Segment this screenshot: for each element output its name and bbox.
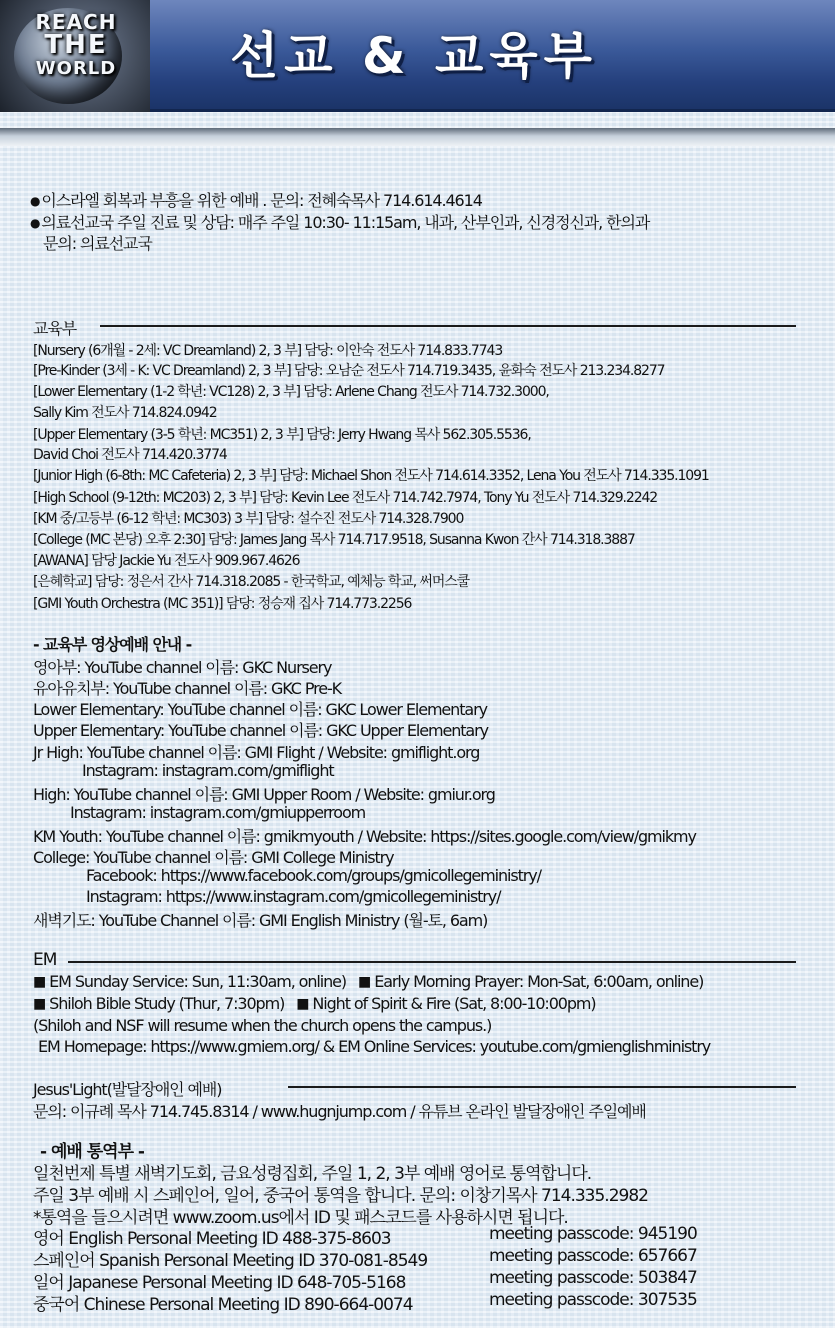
- education-line: [KM 중/고등부 (6-12 학년: MC303) 3 부] 담당: 설수진 전도사 714.328.7900: [33, 511, 464, 527]
- logo-line-3: WORLD: [35, 58, 117, 79]
- em-homepage: EM Homepage: https://www.gmiem.org/ & EM Online Services: youtube.com/gmienglishministry: [38, 1037, 711, 1056]
- education-line: David Choi 전도사 714.420.3774: [33, 447, 227, 463]
- education-heading: 교육부: [33, 319, 77, 338]
- education-line: [GMI Youth Orchestra (MC 351)] 담당: 정승재 집사 714.773.2256: [33, 596, 412, 612]
- em-heading: EM: [33, 950, 57, 970]
- education-line: [Upper Elementary (3-5 학년: MC351) 2, 3 부] 담당: Jerry Hwang 목사 562.305.5536,: [33, 427, 531, 443]
- square-bullet-icon: ■: [358, 974, 371, 990]
- education-rule: [100, 325, 796, 327]
- square-bullet-icon: ■: [33, 974, 46, 990]
- meeting-row-english: 영어 English Personal Meeting ID 488-375-8603 meeting passcode: 945190: [33, 1224, 697, 1249]
- meeting-row-spanish: 스페인어 Spanish Personal Meeting ID 370-081-8549 meeting passcode: 657667: [33, 1246, 697, 1271]
- video-line: High: YouTube channel 이름: GMI Upper Room / Website: gmiur.org: [33, 785, 495, 804]
- video-line: 유아유치부: YouTube channel 이름: GKC Pre-K: [33, 679, 342, 698]
- video-line: 새벽기도: YouTube Channel 이름: GMI English Ministry (월-토, 6am): [33, 911, 488, 930]
- interpretation-line: *통역을 들으시려면 www.zoom.us에서 ID 및 패스코드를 사용하시면 됩니다.: [33, 1208, 568, 1228]
- education-line: [High School (9-12th: MC203) 2, 3 부] 담당: Kevin Lee 전도사 714.742.7974, Tony Yu 전도사 714.329.2242: [33, 490, 658, 506]
- notice-israel: ● 이스라엘 회복과 부흥을 위한 예배 . 문의: 전혜숙목사 714.614.4614: [30, 188, 482, 211]
- video-line: Lower Elementary: YouTube channel 이름: GKC Lower Elementary: [33, 700, 487, 719]
- em-row-1: ■ EM Sunday Service: Sun, 11:30am, online) ■ Early Morning Prayer: Mon-Sat, 6:00am, online): [33, 972, 704, 991]
- video-line: Upper Elementary: YouTube channel 이름: GKC Upper Elementary: [33, 721, 488, 740]
- page-title: 선교 & 교육부: [230, 27, 598, 85]
- video-line: Instagram: instagram.com/gmiupperroom: [70, 803, 366, 822]
- education-line: [Lower Elementary (1-2 학년: VC128) 2, 3 부] 담당: Arlene Chang 전도사 714.732.3000,: [33, 384, 549, 400]
- education-line: [Junior High (6-8th: MC Cafeteria) 2, 3 부] 담당: Michael Shon 전도사 714.614.3352, Lena You 전도사 714.335.1091: [33, 468, 709, 484]
- logo-line-1: REACH: [35, 10, 117, 34]
- video-line: Facebook: https://www.facebook.com/groups/gmicollegeministry/: [86, 866, 541, 885]
- meeting-row-chinese: 중국어 Chinese Personal Meeting ID 890-664-0074 meeting passcode: 307535: [33, 1290, 697, 1315]
- education-line: Sally Kim 전도사 714.824.0942: [33, 405, 217, 421]
- education-line: [Nursery (6개월 - 2세: VC Dreamland) 2, 3 부] 담당: 이안숙 전도사 714.833.7743: [33, 343, 503, 359]
- square-bullet-icon: ■: [296, 996, 309, 1012]
- logo-line-2: THE: [44, 30, 108, 60]
- video-line: KM Youth: YouTube channel 이름: gmikmyouth / Website: https://sites.google.com/view/gmikmy: [33, 827, 696, 846]
- notice-medical-contact: 문의: 의료선교국: [43, 234, 152, 253]
- education-line: [AWANA] 담당 Jackie Yu 전도사 909.967.4626: [33, 553, 300, 569]
- em-note: (Shiloh and NSF will resume when the church opens the campus.): [33, 1016, 492, 1035]
- notice-medical: ● 의료선교국 주일 진료 및 상담: 매주 주일 10:30- 11:15am, 내과, 산부인과, 신경정신과, 한의과: [30, 210, 649, 233]
- interpretation-line: 일천번제 특별 새벽기도회, 금요성령집회, 주일 1, 2, 3부 예배 영어로 통역합니다.: [33, 1164, 592, 1184]
- education-line: [은혜학교] 담당: 정은서 간사 714.318.2085 - 한국학교, 예체능 학교, 써머스쿨: [33, 574, 470, 590]
- jesus-light-heading: Jesus'Light(발달장애인 예배): [33, 1080, 222, 1099]
- meeting-row-japanese: 일어 Japanese Personal Meeting ID 648-705-5168 meeting passcode: 503847: [33, 1268, 697, 1293]
- video-line: Instagram: instagram.com/gmiflight: [82, 761, 334, 780]
- em-row-2: ■ Shiloh Bible Study (Thur, 7:30pm) ■ Night of Spirit & Fire (Sat, 8:00-10:00pm): [33, 994, 596, 1013]
- video-line: 영아부: YouTube channel 이름: GKC Nursery: [33, 658, 332, 677]
- education-line: [College (MC 본당) 오후 2:30] 담당: James Jang 목사 714.717.9518, Susanna Kwon 간사 714.318.3887: [33, 532, 635, 548]
- video-line: College: YouTube channel 이름: GMI College Ministry: [33, 848, 394, 867]
- education-line: [Pre-Kinder (3세 - K: VC Dreamland) 2, 3 부] 담당: 오남순 전도사 714.719.3435, 윤화숙 전도사 213.234.8277: [33, 363, 665, 379]
- video-line: Jr High: YouTube channel 이름: GMI Flight / Website: gmiflight.org: [33, 743, 480, 762]
- interpretation-heading: - 예배 통역부 -: [40, 1142, 144, 1162]
- interpretation-line: 주일 3부 예배 시 스페인어, 일어, 중국어 통역을 합니다. 문의: 이창기목사 714.335.2982: [33, 1186, 648, 1206]
- video-line: Instagram: https://www.instagram.com/gmicollegeministry/: [86, 887, 501, 906]
- square-bullet-icon: ■: [33, 996, 46, 1012]
- jesus-light-contact: 문의: 이규례 목사 714.745.8314 / www.hugnjump.com / 유튜브 온라인 발달장애인 주일예배: [33, 1102, 646, 1121]
- video-heading: - 교육부 영상예배 안내 -: [33, 635, 192, 654]
- em-rule: [68, 961, 796, 963]
- jesus-light-rule: [288, 1086, 796, 1088]
